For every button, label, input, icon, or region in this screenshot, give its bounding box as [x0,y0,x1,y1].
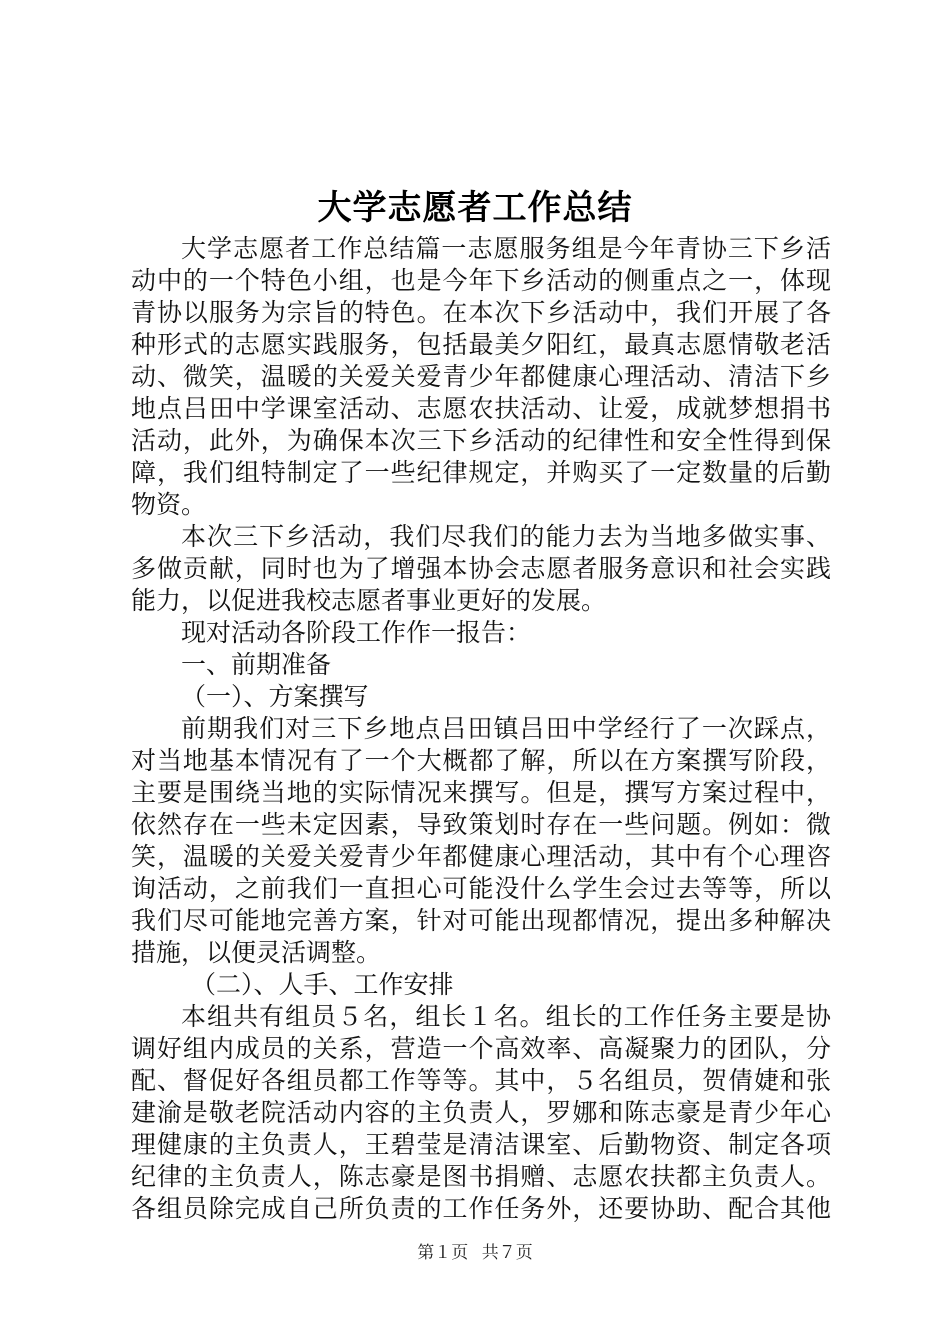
page-number: 第１页 [417,1243,469,1263]
subsection-heading: （二）、人手、工作安排 [191,970,454,999]
text-line: 各组员除完成自己所负责的工作任务外，还要协助、配合其他 [131,1194,831,1223]
text-line: 措施，以便灵活调整。 [131,938,382,967]
text-line: 配、督促好各组员都工作等等。其中，５名组员，贺倩婕和张 [131,1066,831,1095]
section-heading: 一、前期准备 [181,650,332,679]
text-line: 本组共有组员５名，组长１名。组长的工作任务主要是协 [181,1002,831,1031]
text-line: 理健康的主负责人，王碧莹是清洁课室、后勤物资、制定各项 [131,1130,831,1159]
document-title: 大学志愿者工作总结 [317,188,633,228]
text-line: 询活动，之前我们一直担心可能没什么学生会过去等等，所以 [131,874,831,903]
text-line: 动中的一个特色小组，也是今年下乡活动的侧重点之一，体现 [131,266,831,295]
text-line: 活动，此外，为确保本次三下乡活动的纪律性和安全性得到保 [131,426,831,455]
subsection-heading: （一）、方案撰写 [181,682,369,711]
text-line: 多做贡献，同时也为了增强本协会志愿者服务意识和社会实践 [131,554,831,583]
text-line: 物资。 [131,490,207,519]
text-line: 我们尽可能地完善方案，针对可能出现都情况，提出多种解决 [131,906,831,935]
text-line: 对当地基本情况有了一个大概都了解，所以在方案撰写阶段， [131,746,831,775]
text-line: 青协以服务为宗旨的特色。在本次下乡活动中，我们开展了各 [131,298,831,327]
text-line: 笑，温暖的关爱关爱青少年都健康心理活动，其中有个心理咨 [131,842,831,871]
text-line: 种形式的志愿实践服务，包括最美夕阳红，最真志愿情敬老活 [131,330,831,359]
text-line: 能力，以促进我校志愿者事业更好的发展。 [131,586,607,615]
document-body [131,233,831,1225]
page-footer [0,1242,950,1264]
text-line: 建渝是敬老院活动内容的主负责人，罗娜和陈志豪是青少年心 [131,1098,831,1127]
text-line: 大学志愿者工作总结篇一志愿服务组是今年青协三下乡活 [181,234,831,263]
text-line: 前期我们对三下乡地点吕田镇吕田中学经行了一次踩点， [181,714,831,743]
text-line: 动、微笑，温暖的关爱关爱青少年都健康心理活动、清洁下乡 [131,362,831,391]
text-line: 地点吕田中学课室活动、志愿农扶活动、让爱，成就梦想捐书 [131,394,831,423]
text-line: 障，我们组特制定了一些纪律规定，并购买了一定数量的后勤 [131,458,831,487]
text-line: 本次三下乡活动，我们尽我们的能力去为当地多做实事、 [181,522,831,551]
text-line: 调好组内成员的关系，营造一个高效率、高凝聚力的团队，分 [131,1034,831,1063]
text-line: 纪律的主负责人，陈志豪是图书捐赠、志愿农扶都主负责人。 [131,1162,831,1191]
page-total: 共７页 [481,1243,533,1263]
text-line: 依然存在一些未定因素，导致策划时存在一些问题。例如：微 [131,810,831,839]
text-line: 主要是围绕当地的实际情况来撰写。但是，撰写方案过程中， [131,778,831,807]
text-line: 现对活动各阶段工作作一报告： [181,618,532,647]
